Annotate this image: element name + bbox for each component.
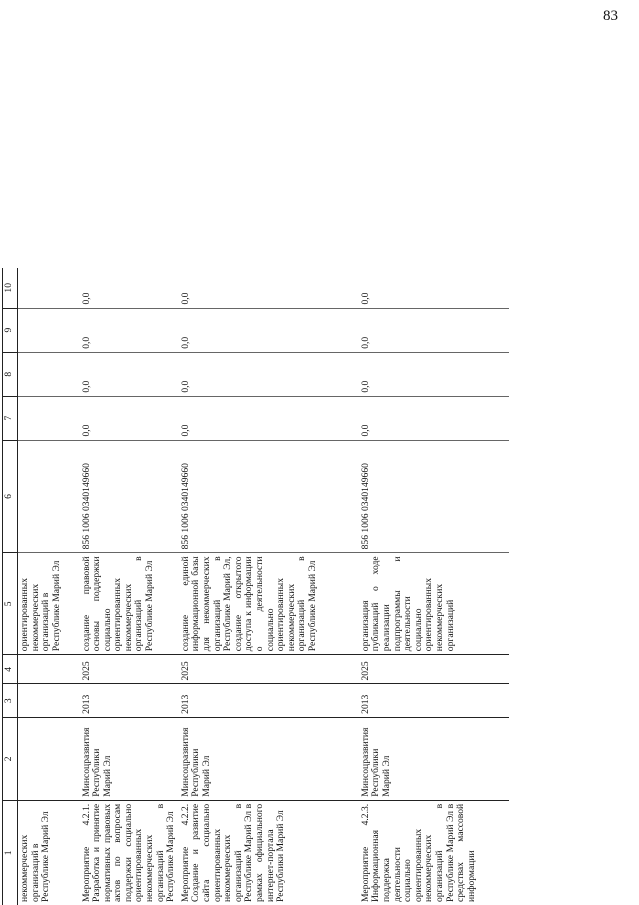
header-row — [3, 268, 18, 905]
result-cell: создание единой информационной базы для некоммерческих организаций в Республике Марий Эл, создание открытого доступа к информации о деятельности социально ориентированных некоммерческих организаций в Республике Марий Эл — [179, 553, 359, 655]
start-year-cell — [18, 684, 80, 717]
value-cell: 0,0 — [80, 352, 179, 396]
table-row — [179, 268, 359, 905]
end-year-cell: 2025 — [179, 655, 359, 684]
page-number: 83 — [603, 8, 618, 24]
executor-cell — [18, 717, 80, 800]
end-year-cell: 2025 — [80, 655, 179, 684]
col-header: 7 — [3, 396, 18, 440]
value-cell: 0,0 — [179, 308, 359, 352]
budget-code-cell — [18, 440, 80, 553]
col-header: 9 — [3, 308, 18, 352]
col-header: 10 — [3, 268, 18, 308]
event-cell: Мероприятие 4.2.1. Разработка и принятие нормативных правовых актов по вопросам поддержки социально ориентированных некоммерческих организаций в Республике Марий Эл — [80, 803, 177, 902]
col-header: 8 — [3, 352, 18, 396]
value-cell: 0,0 — [359, 308, 509, 352]
value-cell: 0,0 — [179, 396, 359, 440]
col-header: 6 — [3, 440, 18, 553]
event-cell: некоммерческих организаций в Республике Марий Эл — [19, 811, 52, 902]
end-year-cell: 2025 — [359, 655, 509, 684]
event-cell: Мероприятие 4.2.3. Информационная поддержка деятельности социально ориентированных некоммерческих организаций в Республике Марий Эл в средствах массовой информации — [359, 803, 477, 902]
program-table — [2, 268, 509, 905]
col-header: 5 — [3, 553, 18, 655]
result-cell: организация публикаций о ходе реализации подпрограммы и деятельности социально ориентированных некоммерческих организаций — [359, 553, 509, 655]
value-cell: 0,0 — [359, 268, 509, 308]
value-cell — [18, 352, 80, 396]
value-cell: 0,0 — [80, 396, 179, 440]
start-year-cell: 2013 — [179, 684, 359, 717]
end-year-cell — [18, 655, 80, 684]
budget-code-cell: 856 1006 0340149660 — [359, 440, 509, 553]
budget-code-cell: 856 1006 0340149660 — [179, 440, 359, 553]
budget-code-cell: 856 1006 0340149660 — [80, 440, 179, 553]
value-cell: 0,0 — [179, 352, 359, 396]
table-row — [359, 268, 509, 905]
start-year-cell: 2013 — [80, 684, 179, 717]
col-header: 1 — [3, 800, 18, 905]
value-cell: 0,0 — [359, 352, 509, 396]
executor-cell: Минсоцразвития Республики Марий Эл — [359, 717, 509, 800]
executor-cell: Минсоцразвития Республики Марий Эл — [179, 717, 359, 800]
value-cell — [18, 268, 80, 308]
event-cell: Мероприятие 4.2.2. Создание и развитие сайта социально ориентированных некоммерческих организаций в Республике Марий Эл в рамках официального интернет-портала Республики Марий Эл — [179, 803, 287, 902]
table-row — [18, 268, 80, 905]
value-cell: 0,0 — [179, 268, 359, 308]
result-cell: создание правовой основы поддержки социально ориентированных некоммерческих организаций в Республике Марий Эл — [80, 553, 179, 655]
value-cell: 0,0 — [80, 268, 179, 308]
col-header: 3 — [3, 684, 18, 717]
executor-cell: Минсоцразвития Республики Марий Эл — [80, 717, 179, 800]
table-row — [80, 268, 179, 905]
value-cell: 0,0 — [359, 396, 509, 440]
rotated-table-sheet — [2, 268, 509, 905]
value-cell — [18, 396, 80, 440]
value-cell — [18, 308, 80, 352]
value-cell: 0,0 — [80, 308, 179, 352]
col-header: 4 — [3, 655, 18, 684]
result-cell: ориентированных некоммерческих организаций в Республике Марий Эл — [18, 553, 80, 655]
col-header: 2 — [3, 717, 18, 800]
start-year-cell: 2013 — [359, 684, 509, 717]
